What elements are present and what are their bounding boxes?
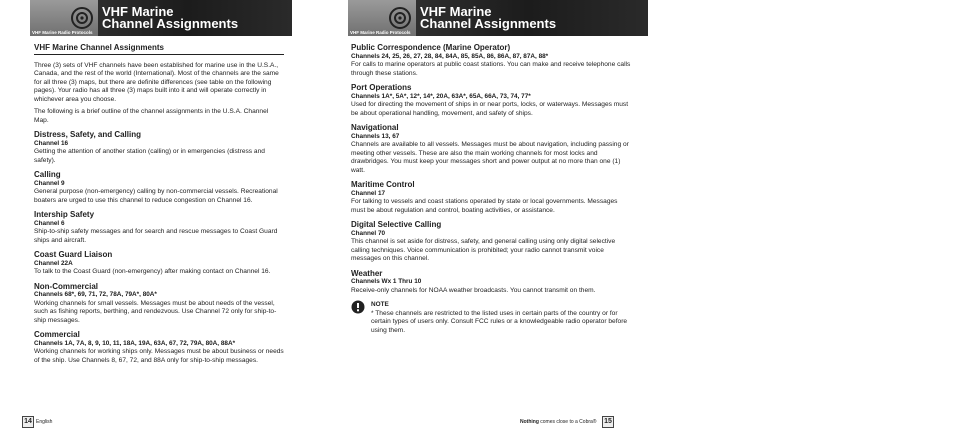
section-text: Working channels for working ships only. Messages must be about business or needs of the ship. Use Channels 8, 67, 72, and 88A only for ship-to-ship messages. xyxy=(34,348,284,364)
right-column xyxy=(351,44,633,335)
page-header-left xyxy=(30,0,292,36)
channel-list: Channel 6 xyxy=(34,219,65,227)
section-text: Receive-only channels for NOAA weather broadcasts. You cannot transmit on them. xyxy=(351,286,596,294)
footer-tagline xyxy=(520,419,597,425)
section-title-digital-selective-calling: Digital Selective Calling xyxy=(351,220,442,229)
page-header-right xyxy=(348,0,648,36)
channel-list: Channels 1A, 7A, 8, 9, 10, 11, 18A, 19A, 63A, 67, 72, 79A, 80A, 88A* xyxy=(34,339,236,347)
section-text: Ship-to-ship safety messages and for search and rescue messages to Coast Guard ships and aircraft. xyxy=(34,228,278,244)
page-title-line2: Channel Assignments xyxy=(102,16,239,31)
section-title-public-correspondence: Public Correspondence (Marine Operator) xyxy=(351,43,511,52)
section-title-non-commercial: Non-Commercial xyxy=(34,281,99,291)
page-title xyxy=(102,6,238,30)
section-title-commercial: Commercial xyxy=(34,330,80,339)
intro-paragraph: Three (3) sets of VHF channels have been established for marine use in the U.S.A., Canada, and the rest of the world (International). Most of the channels are the same for all three (3) maps, but there are definite differences (see table on the following pages). Your radio has all three (3) maps built into it and will operate correctly in whichever area you choose. xyxy=(34,61,279,103)
section-text: For calls to marine operators at public coast stations. You can make and receive telephone calls through these stations. xyxy=(351,61,631,77)
channel-list: Channels 13, 67 xyxy=(351,132,400,140)
channel-list: Channel 17 xyxy=(351,189,386,197)
section-text: This channel is set aside for distress, safety, and general calling using only digital selective calling techniques. Voice communication is prohibited; your radio cannot transmit voice messages on this channel. xyxy=(351,238,616,262)
page-title-line2: Channel Assignments xyxy=(420,16,557,31)
footer-language: English xyxy=(36,419,53,425)
note-text: * These channels are restricted to the listed uses in certain parts of the country or for certain types of users only. Consult FCC rules or a knowledgeable radio operator before using them. xyxy=(371,309,628,334)
section-title-navigational: Navigational xyxy=(351,123,399,132)
section-title-maritime-control: Maritime Control xyxy=(351,180,415,189)
channel-list: Channels 24, 25, 26, 27, 28, 84, 84A, 85, 85A, 86, 86A, 87, 87A, 88* xyxy=(351,52,549,60)
page-number-right: 15 xyxy=(602,416,614,428)
footer-tagline-rest: comes close to a Cobra® xyxy=(538,419,597,425)
section-title-intership: Intership Safety xyxy=(34,210,95,219)
radio-wave-icon xyxy=(70,6,94,30)
note-box xyxy=(351,301,633,335)
section-title-distress: Distress, Safety, and Calling xyxy=(34,130,141,139)
channel-list: Channels 68*, 69, 71, 72, 78A, 79A*, 80A* xyxy=(34,291,157,298)
header-badge-text: VHF Marine Radio Protocols xyxy=(32,30,93,35)
section-text: Used for directing the movement of ships in or near ports, locks, or waterways. Messages must be about operational handling, movement, and safety of ships. xyxy=(351,101,629,117)
note-title: NOTE xyxy=(371,301,389,308)
channel-list: Channels 1A*, 5A*, 12*, 14*, 20A, 63A*, 65A, 66A, 73, 74, 77* xyxy=(351,92,531,100)
section-text: To talk to the Coast Guard (non-emergency) after making contact on Channel 16. xyxy=(34,268,271,275)
section-title-calling: Calling xyxy=(34,170,61,179)
section-title-coast-guard: Coast Guard Liaison xyxy=(34,250,113,259)
section-text: Getting the attention of another station (calling) or in emergencies (distress and safety). xyxy=(34,148,265,164)
page-title-line1: VHF Marine xyxy=(102,4,174,19)
channel-list: Channel 22A xyxy=(34,259,73,267)
note-icon xyxy=(351,300,365,314)
footer-tagline-bold: Nothing xyxy=(520,419,539,425)
page-title-line1: VHF Marine xyxy=(420,4,492,19)
header-badge xyxy=(348,0,416,36)
channel-list: Channels Wx 1 Thru 10 xyxy=(351,278,422,285)
section-text: For talking to vessels and coast stations operated by state or local governments. Messages must be about regulation and control, boating activities, or assistance. xyxy=(351,198,618,214)
channel-list: Channel 9 xyxy=(34,179,65,187)
channel-list: Channel 16 xyxy=(34,139,69,147)
left-column xyxy=(34,44,284,365)
header-badge xyxy=(30,0,98,36)
page-title xyxy=(420,6,556,30)
intro-paragraph-2: The following is a brief outline of the channel assignments in the U.S.A. Channel Map. xyxy=(34,108,269,124)
channel-list: Channel 70 xyxy=(351,229,386,237)
section-text: General purpose (non-emergency) calling by non-commercial vessels. Recreational boaters are urged to use this channel to reduce congestion on Channel 16. xyxy=(34,188,278,204)
section-title-weather: Weather xyxy=(351,268,383,278)
section-title-port-operations: Port Operations xyxy=(351,83,412,92)
radio-wave-icon xyxy=(388,6,412,30)
section-text: Working channels for small vessels. Messages must be about needs of the vessel, such as fishing reports, berthing, and rendezvous. Use Channel 72 only for ship-to-ship messages. xyxy=(34,299,277,324)
page-number-left: 14 xyxy=(22,416,34,428)
header-badge-text: VHF Marine Radio Protocols xyxy=(350,30,411,35)
section-text: Channels are available to all vessels. Messages must be about navigation, including passing or meeting other vessels. These are also the main working channels for most locks and drawbridges. You must keep your messages short and power output at no more than one (1) watt. xyxy=(351,141,629,174)
section-main-title: VHF Marine Channel Assignments xyxy=(34,44,284,55)
